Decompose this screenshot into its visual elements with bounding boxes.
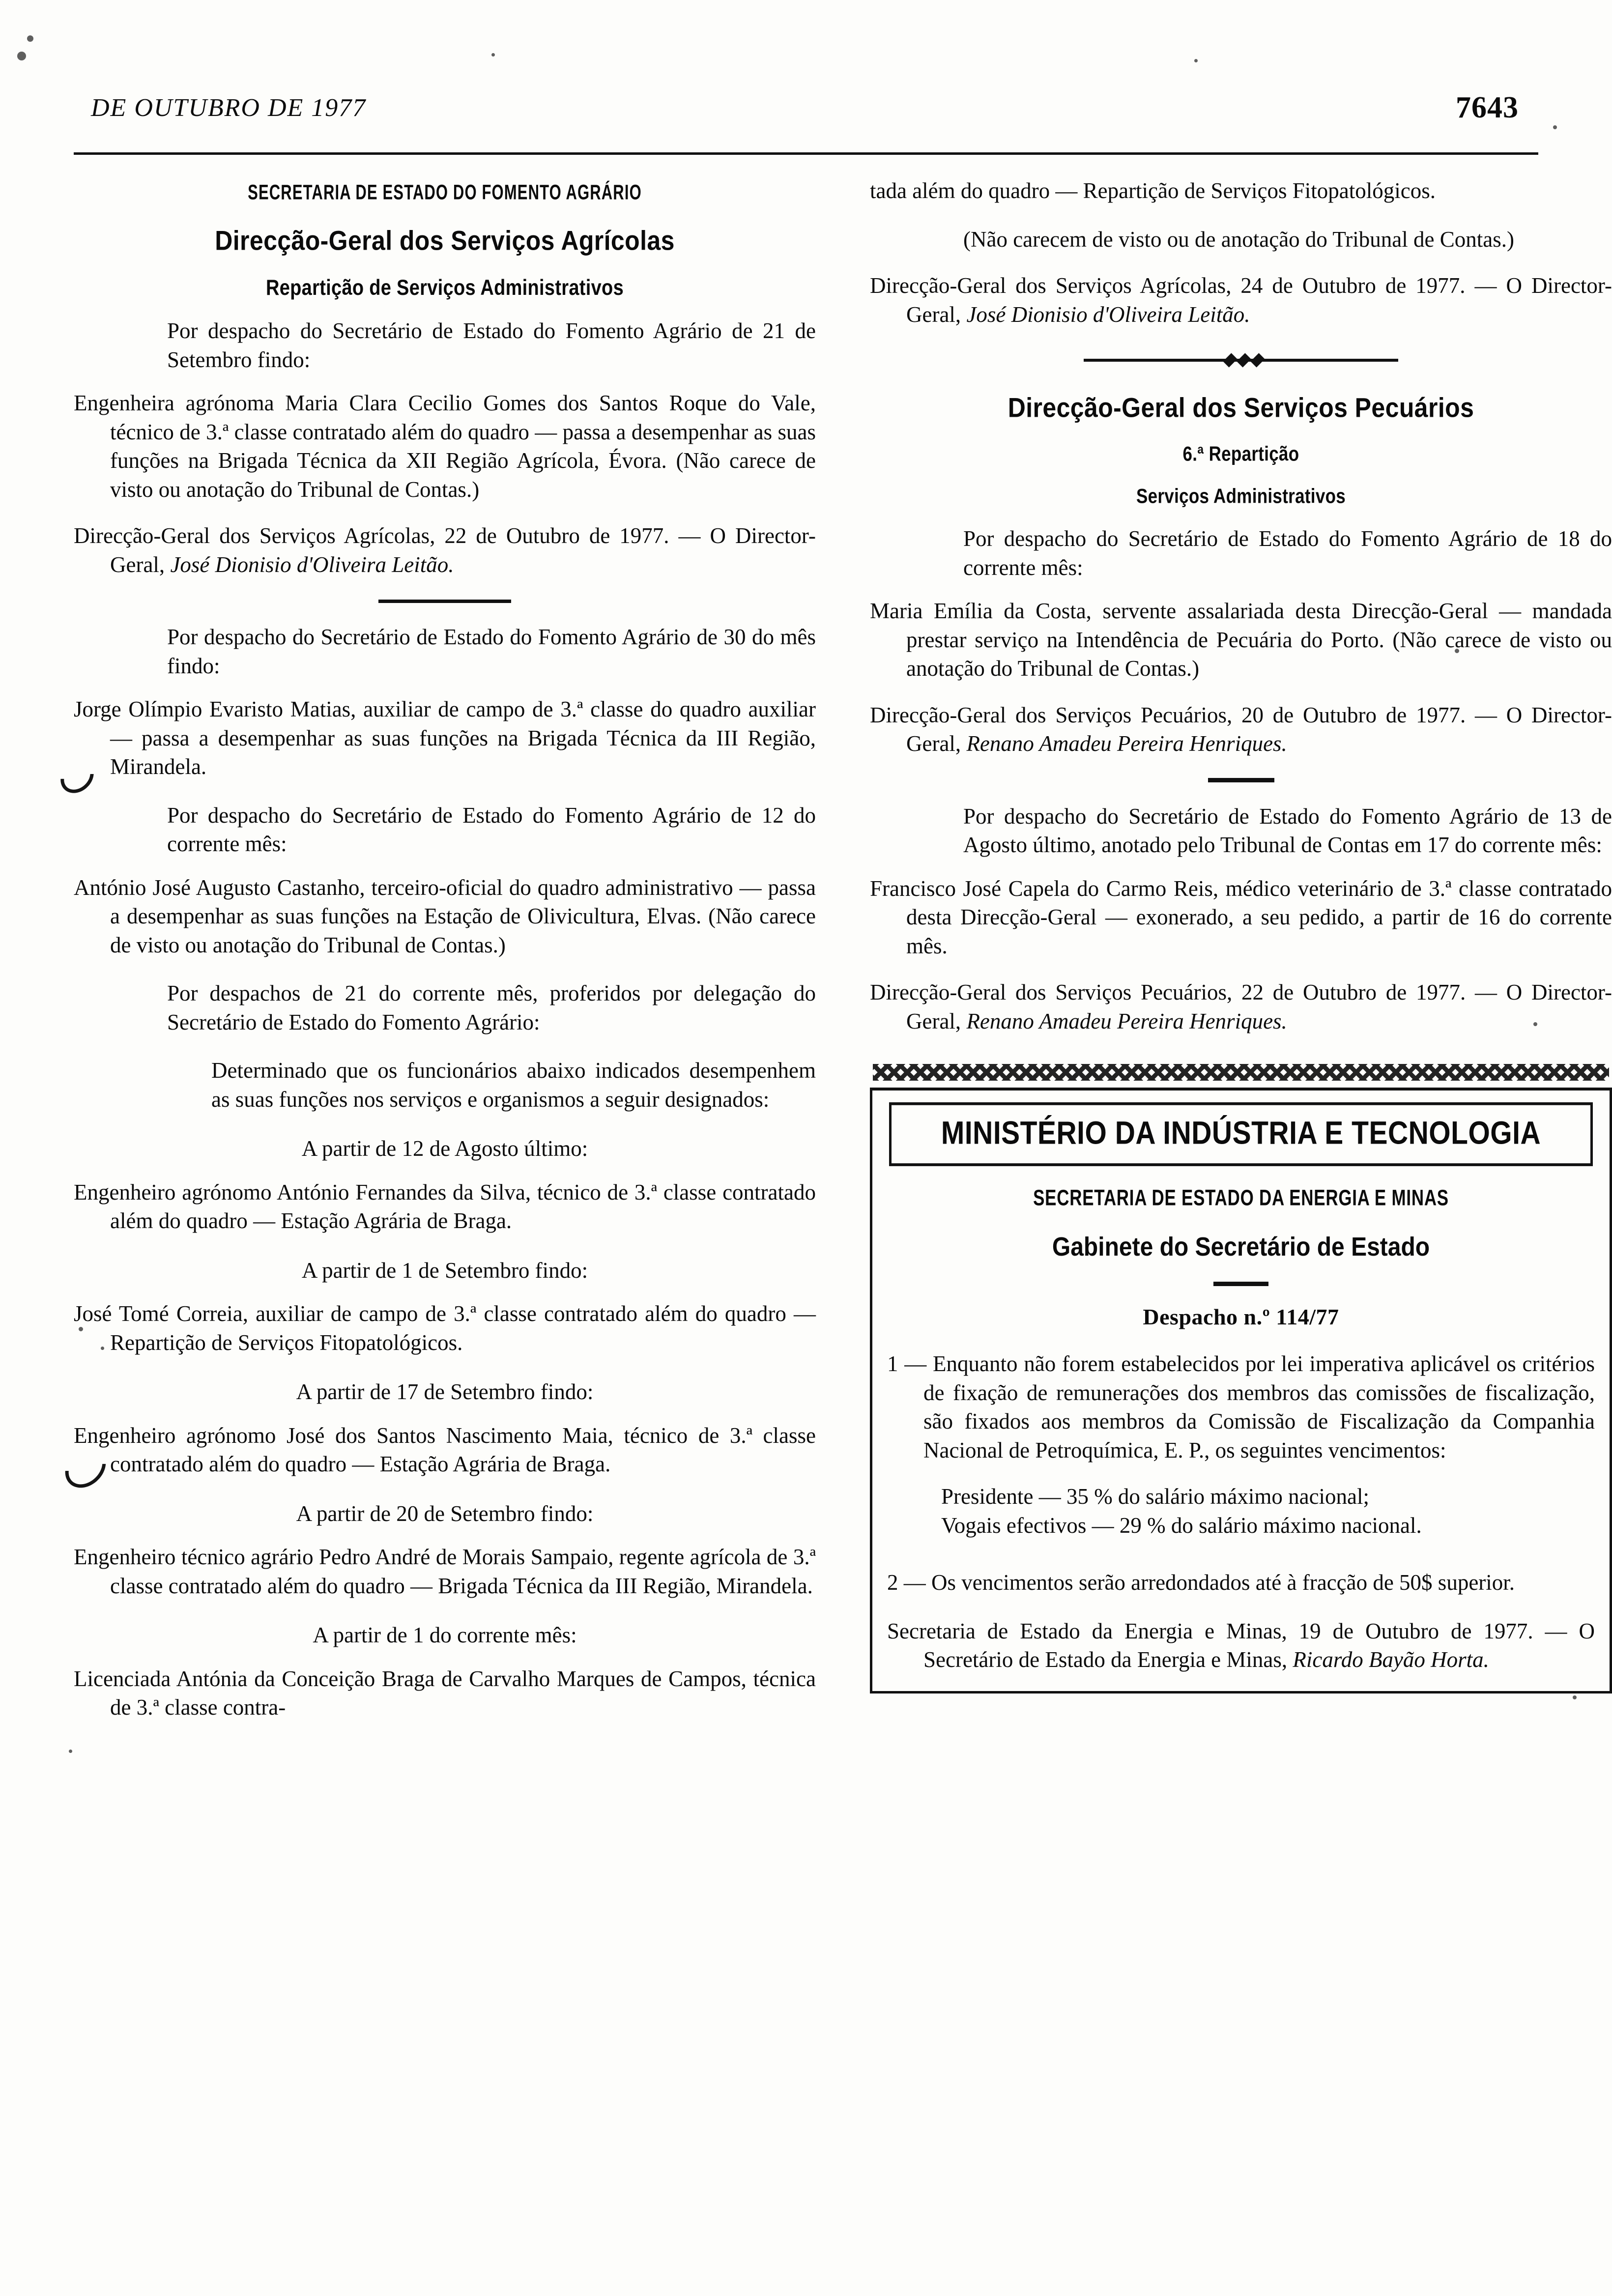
direccao-geral-pecuarios-heading: Direcção-Geral dos Serviços Pecuários <box>1008 392 1474 423</box>
entry-body: Engenheiro agrónomo António Fernandes da Silva, técnico de 3.ª classe contratado além do quadro — Estação Agrária de Braga. <box>74 1179 816 1233</box>
diamond-separator <box>1084 353 1398 366</box>
nao-carecem-note: (Não carecem de visto ou de anotação do Tribunal de Contas.) <box>963 227 1514 252</box>
reparticao-administrativos-heading: Repartição de Serviços Administrativos <box>265 276 624 300</box>
signature-block <box>870 978 1612 1035</box>
signature-block <box>74 521 816 579</box>
despacho-body: Maria Emília da Costa, servente assalariada desta Direcção-Geral — mandada prestar serviço na Intendência de Pecuária do Porto. (Não carece de visto ou anotação do Tribunal de Contas.) <box>870 599 1612 681</box>
section-separator <box>1208 778 1274 782</box>
scan-speck <box>1194 59 1198 62</box>
ministry-panel <box>870 1064 1612 1693</box>
body-columns <box>0 170 1612 2296</box>
left-column <box>74 170 816 2296</box>
determinacao-text: Determinado que os funcionários abaixo indicados desempenhem as suas funções nos serviços e organismos a seguir designados: <box>211 1058 816 1112</box>
vencimento-item: Presidente — 35 % do salário máximo nacional; <box>941 1484 1370 1509</box>
despacho-intro: Por despacho do Secretário de Estado do Fomento Agrário de 30 do mês findo: <box>167 625 816 678</box>
diamond-ornament <box>1237 353 1251 367</box>
despacho-intro: Por despacho do Secretário de Estado do Fomento Agrário de 18 do corrente mês: <box>963 526 1612 580</box>
zigzag-ornament-border <box>873 1064 1609 1081</box>
servicos-administrativos-heading: Serviços Administrativos <box>1136 485 1346 508</box>
signatory-name: Renano Amadeu Pereira Henriques. <box>966 1008 1287 1033</box>
despacho-intro: Por despacho do Secretário de Estado do Fomento Agrário de 13 de Agosto último, anotado pelo Tribunal de Contas em 17 do corrente mês: <box>963 804 1612 857</box>
entry-body: Engenheiro técnico agrário Pedro André de Morais Sampaio, regente agrícola de 3.ª classe contratado além do quadro — Brigada Técnica da III Região, Mirandela. <box>74 1545 816 1598</box>
signature-text: Direcção-Geral dos Serviços Agrícolas, 22 de Outubro de 1977. — O Director-Geral, <box>74 523 816 577</box>
direccao-geral-agricolas-heading: Direcção-Geral dos Serviços Agrícolas <box>215 225 675 256</box>
signature-text: Secretaria de Estado da Energia e Minas, 19 de Outubro de 1977. — O Secretário de Estado da Energia e Minas, <box>887 1618 1595 1672</box>
despacho-article-1: 1 — Enquanto não forem estabelecidos por lei imperativa aplicável os critérios de fixação de remunerações dos membros das comissões de fiscalização, são fixados aos membros da Comissão de Fiscalização da Companhia Nacional de Petroquímica, E. P., os seguintes vencimentos: <box>887 1351 1595 1463</box>
scan-speck <box>491 53 495 57</box>
sexta-reparticao-heading: 6.ª Repartição <box>1182 443 1299 466</box>
signature-block <box>887 1617 1595 1674</box>
despacho-body: Engenheira agrónoma Maria Clara Cecilio Gomes dos Santos Roque do Vale, técnico de 3.ª classe contratado além do quadro — passa a desempenhar as suas funções na Brigada Técnica da XII Região Agrícola, Évora. (Não carece de visto ou anotação do Tribunal de Contas.) <box>74 391 816 502</box>
date-heading: A partir de 1 de Setembro findo: <box>301 1258 588 1283</box>
diamond-ornament <box>1223 353 1237 367</box>
signatory-name: José Dionisio d'Oliveira Leitão. <box>966 302 1250 327</box>
despachos-delegacao-intro: Por despachos de 21 do corrente mês, proferidos por delegação do Secretário de Estado do Fomento Agrário: <box>167 981 816 1034</box>
despacho-body: Francisco José Capela do Carmo Reis, médico veterinário de 3.ª classe contratado desta Direcção-Geral — exonerado, a seu pedido, a partir de 16 do corrente mês. <box>870 876 1612 958</box>
date-heading: A partir de 17 de Setembro findo: <box>296 1379 594 1404</box>
secretaria-heading: SECRETARIA DE ESTADO DO FOMENTO AGRÁRIO <box>248 180 642 204</box>
entry-body: José Tomé Correia, auxiliar de campo de 3.ª classe contratado além do quadro — Repartição de Serviços Fitopatológicos. <box>74 1301 816 1355</box>
header-rule <box>74 152 1538 155</box>
signature-text: Direcção-Geral dos Serviços Agrícolas, 24 de Outubro de 1977. — O Director-Geral, <box>870 273 1612 327</box>
despacho-body: António José Augusto Castanho, terceiro-oficial do quadro administrativo — passa a desempenhar as suas funções na Estação de Olivicultura, Elvas. (Não carece de visto ou anotação do Tribunal de Contas.) <box>74 875 816 957</box>
vencimentos-list <box>887 1482 1595 1540</box>
continuation-paragraph: tada além do quadro — Repartição de Serviços Fitopatológicos. <box>870 178 1436 203</box>
despacho-number-heading: Despacho n.º 114/77 <box>1143 1304 1339 1329</box>
date-heading: A partir de 1 do corrente mês: <box>313 1623 577 1647</box>
gabinete-heading: Gabinete do Secretário de Estado <box>1052 1233 1430 1262</box>
signature-block <box>870 271 1612 329</box>
secretaria-energia-minas-heading: SECRETARIA DE ESTADO DA ENERGIA E MINAS <box>1033 1185 1449 1210</box>
running-head-date: DE OUTUBRO DE 1977 <box>91 94 367 122</box>
signature-text: Direcção-Geral dos Serviços Pecuários, 22 de Outubro de 1977. — O Director-Geral, <box>870 980 1612 1033</box>
running-head <box>0 93 1612 147</box>
right-column <box>870 170 1612 2296</box>
date-heading: A partir de 12 de Agosto último: <box>301 1136 588 1161</box>
signatory-name: Renano Amadeu Pereira Henriques. <box>966 731 1287 756</box>
signatory-name: José Dionisio d'Oliveira Leitão. <box>170 552 454 577</box>
despacho-intro: Por despacho do Secretário de Estado do Fomento Agrário de 21 de Setembro findo: <box>167 318 816 372</box>
signature-block <box>870 701 1612 758</box>
scan-speck <box>27 35 33 42</box>
entry-body: Licenciada Antónia da Conceição Braga de Carvalho Marques de Campos, técnica de 3.ª classe contra- <box>74 1666 816 1720</box>
ministry-box <box>870 1088 1612 1693</box>
date-heading: A partir de 20 de Setembro findo: <box>296 1501 594 1526</box>
section-separator <box>378 600 511 603</box>
scan-speck <box>17 52 26 60</box>
page-number: 7643 <box>1456 91 1519 124</box>
despacho-rule <box>1213 1282 1268 1286</box>
despacho-intro: Por despacho do Secretário de Estado do Fomento Agrário de 12 do corrente mês: <box>167 803 816 856</box>
diamond-ornament <box>1250 353 1265 367</box>
ministry-title: MINISTÉRIO DA INDÚSTRIA E TECNOLOGIA <box>889 1102 1593 1166</box>
entry-body: Engenheiro agrónomo José dos Santos Nascimento Maia, técnico de 3.ª classe contratado além do quadro — Estação Agrária de Braga. <box>74 1423 816 1476</box>
vencimento-item: Vogais efectivos — 29 % do salário máximo nacional. <box>941 1513 1422 1538</box>
signature-text: Direcção-Geral dos Serviços Pecuários, 20 de Outubro de 1977. — O Director-Geral, <box>870 702 1612 756</box>
despacho-article-2: 2 — Os vencimentos serão arredondados até à fracção de 50$ superior. <box>887 1570 1515 1595</box>
despacho-body: Jorge Olímpio Evaristo Matias, auxiliar de campo de 3.ª classe do quadro auxiliar — passa a desempenhar as suas funções na Brigada Técnica da III Região, Mirandela. <box>74 697 816 779</box>
signatory-name: Ricardo Bayão Horta. <box>1293 1647 1489 1672</box>
